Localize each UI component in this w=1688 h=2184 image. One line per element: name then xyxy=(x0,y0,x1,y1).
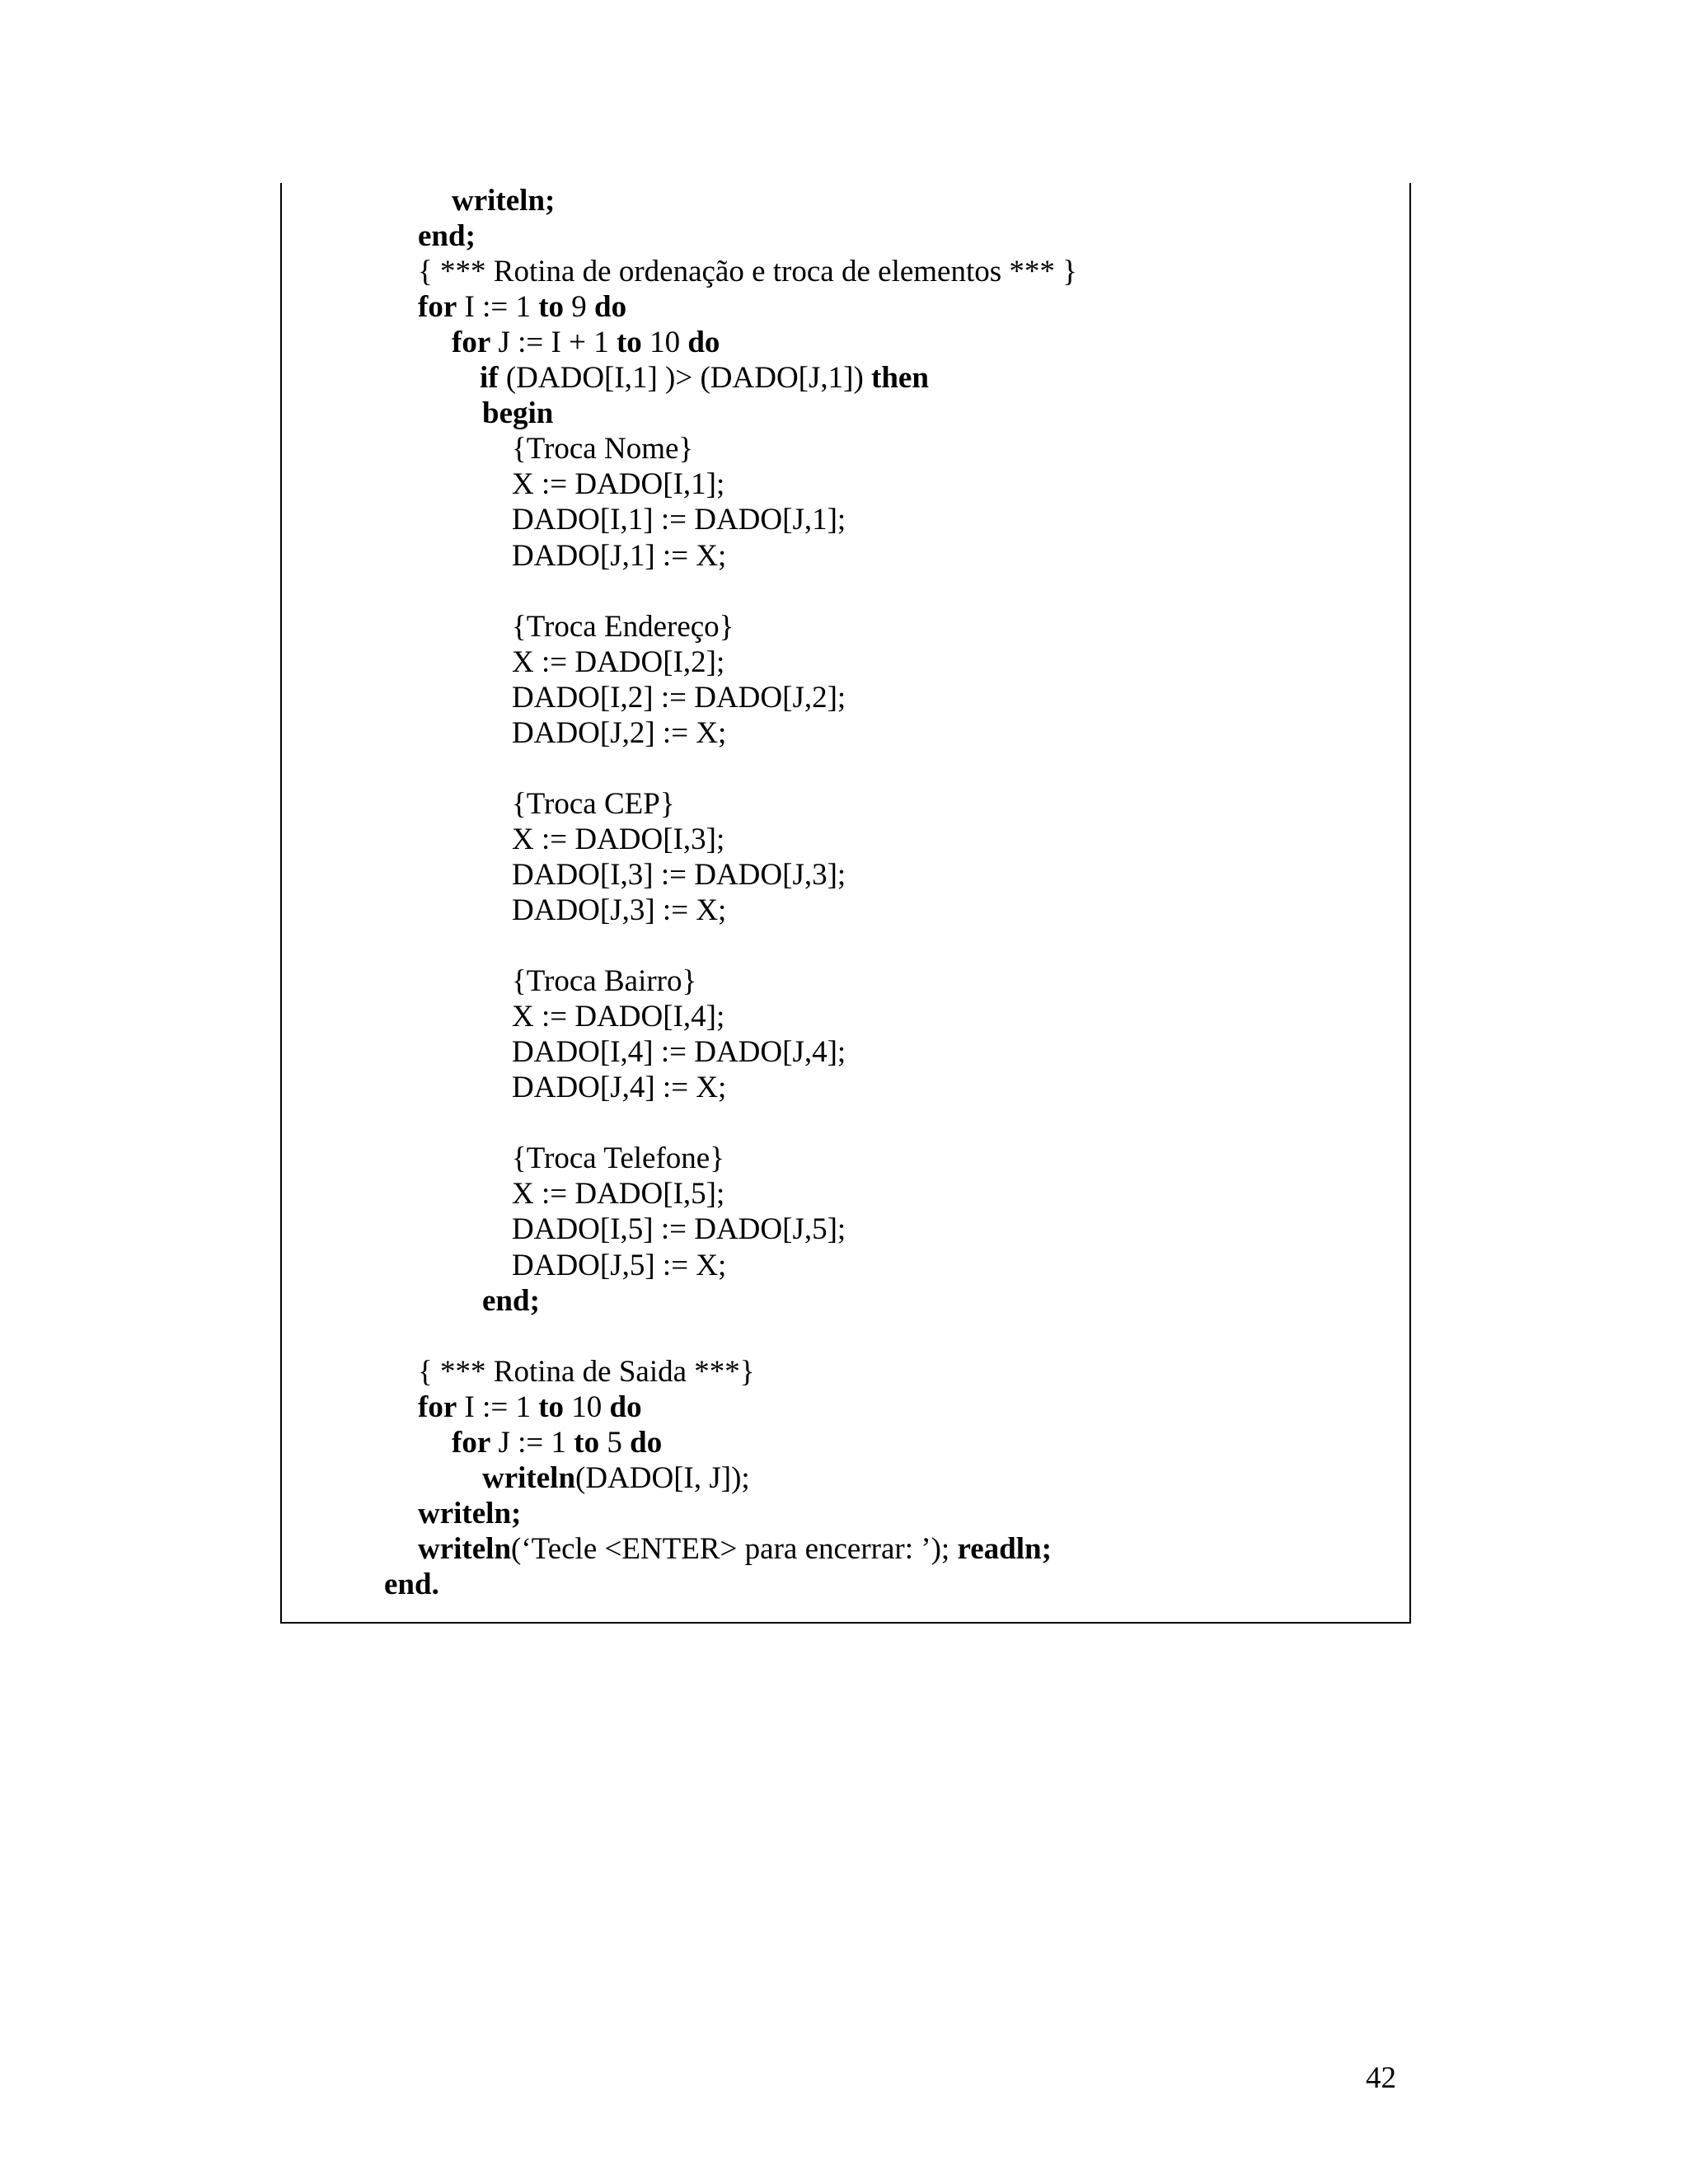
code-text: 10 xyxy=(564,1390,610,1424)
code-line xyxy=(418,289,626,326)
code-text: {Troca Endereço} xyxy=(512,609,734,644)
code-text: {Troca Telefone} xyxy=(512,1141,724,1176)
code-text: DADO[I,2] := DADO[J,2]; xyxy=(512,680,846,715)
code-line xyxy=(418,218,476,255)
code-keyword: for xyxy=(452,1425,491,1460)
code-line xyxy=(512,502,846,538)
code-text: DADO[J,2] := X; xyxy=(512,715,727,750)
code-line xyxy=(512,466,724,503)
code-text: DADO[J,1] := X; xyxy=(512,538,727,573)
code-line xyxy=(512,715,726,752)
code-keyword: do xyxy=(630,1425,663,1460)
code-keyword: if xyxy=(480,361,499,396)
code-text: DADO[I,1] := DADO[J,1]; xyxy=(512,503,846,537)
code-keyword: to xyxy=(574,1425,600,1460)
code-text: X := DADO[I,5]; xyxy=(512,1177,725,1212)
code-keyword: do xyxy=(687,326,720,360)
code-line xyxy=(512,431,693,467)
code-keyword: for xyxy=(452,326,491,360)
code-line xyxy=(452,183,555,219)
code-keyword: to xyxy=(616,326,642,360)
code-line xyxy=(418,1496,521,1532)
code-text: DADO[I,5] := DADO[J,5]; xyxy=(512,1212,846,1247)
code-text: I := 1 xyxy=(457,1390,539,1424)
code-line xyxy=(384,1567,439,1603)
code-line xyxy=(512,857,846,893)
code-text: 9 xyxy=(564,290,595,325)
code-line xyxy=(482,1460,750,1497)
page-number: 42 xyxy=(1366,2061,1396,2095)
code-line xyxy=(512,1141,724,1177)
code-keyword: end; xyxy=(418,219,476,254)
code-text: {Troca CEP} xyxy=(512,786,675,821)
code-line xyxy=(418,1354,755,1390)
code-text: X := DADO[I,1]; xyxy=(512,467,725,502)
code-text: (‘Tecle <ENTER> para encerrar: ’); xyxy=(511,1531,958,1566)
code-keyword: readln; xyxy=(957,1531,1052,1566)
code-keyword: for xyxy=(418,1390,457,1424)
code-keyword: do xyxy=(609,1390,642,1424)
code-text: DADO[J,5] := X; xyxy=(512,1248,727,1282)
code-line xyxy=(452,325,720,361)
code-line xyxy=(512,1176,724,1212)
code-line xyxy=(512,1034,846,1071)
code-line xyxy=(512,999,724,1035)
code-text: DADO[I,3] := DADO[J,3]; xyxy=(512,857,846,892)
code-text: DADO[J,4] := X; xyxy=(512,1071,727,1105)
code-text: DADO[I,4] := DADO[J,4]; xyxy=(512,1035,846,1070)
code-line xyxy=(512,1248,726,1284)
code-text: (DADO[I,1] )> (DADO[J,1]) xyxy=(498,361,872,396)
code-text: 10 xyxy=(641,326,688,360)
code-line xyxy=(512,822,724,858)
code-keyword: then xyxy=(871,361,929,396)
code-keyword: writeln xyxy=(418,1531,512,1566)
code-keyword: to xyxy=(538,290,565,325)
code-line xyxy=(480,360,929,396)
code-text: X := DADO[I,2]; xyxy=(512,644,725,679)
code-text: J := 1 xyxy=(490,1425,574,1460)
code-text: (DADO[I, J]); xyxy=(575,1460,750,1495)
code-line xyxy=(512,609,734,645)
code-text: 5 xyxy=(599,1425,631,1460)
code-text: X := DADO[I,4]; xyxy=(512,1000,725,1034)
code-keyword: for xyxy=(418,290,457,325)
code-keyword: writeln; xyxy=(452,184,556,218)
code-keyword: to xyxy=(538,1390,565,1424)
code-line xyxy=(452,1425,662,1461)
code-line xyxy=(512,893,726,929)
code-line xyxy=(418,1531,1052,1568)
code-line xyxy=(418,1390,642,1426)
code-keyword: do xyxy=(594,290,627,325)
code-line xyxy=(512,680,846,716)
code-text: { *** Rotina de ordenação e troca de elementos *** } xyxy=(418,255,1077,289)
code-text: { *** Rotina de Saida ***} xyxy=(418,1354,755,1389)
code-line xyxy=(482,1283,540,1319)
code-line xyxy=(512,963,696,1000)
code-keyword: end; xyxy=(482,1283,540,1318)
code-line xyxy=(512,786,675,823)
code-line xyxy=(512,1212,846,1248)
code-text: J := I + 1 xyxy=(490,326,617,360)
code-keyword: writeln xyxy=(482,1460,576,1495)
code-line xyxy=(482,396,553,432)
code-text: I := 1 xyxy=(457,290,539,325)
code-text: {Troca Nome} xyxy=(512,432,694,466)
code-line xyxy=(512,1070,726,1106)
code-line xyxy=(512,538,726,574)
code-text: {Troca Bairro} xyxy=(512,964,697,999)
code-keyword: writeln; xyxy=(418,1496,522,1530)
code-line xyxy=(512,644,724,681)
code-line xyxy=(418,254,1077,290)
code-text: X := DADO[I,3]; xyxy=(512,822,725,856)
code-keyword: begin xyxy=(482,396,554,431)
code-keyword: end. xyxy=(384,1567,439,1601)
code-text: DADO[J,3] := X; xyxy=(512,893,727,927)
